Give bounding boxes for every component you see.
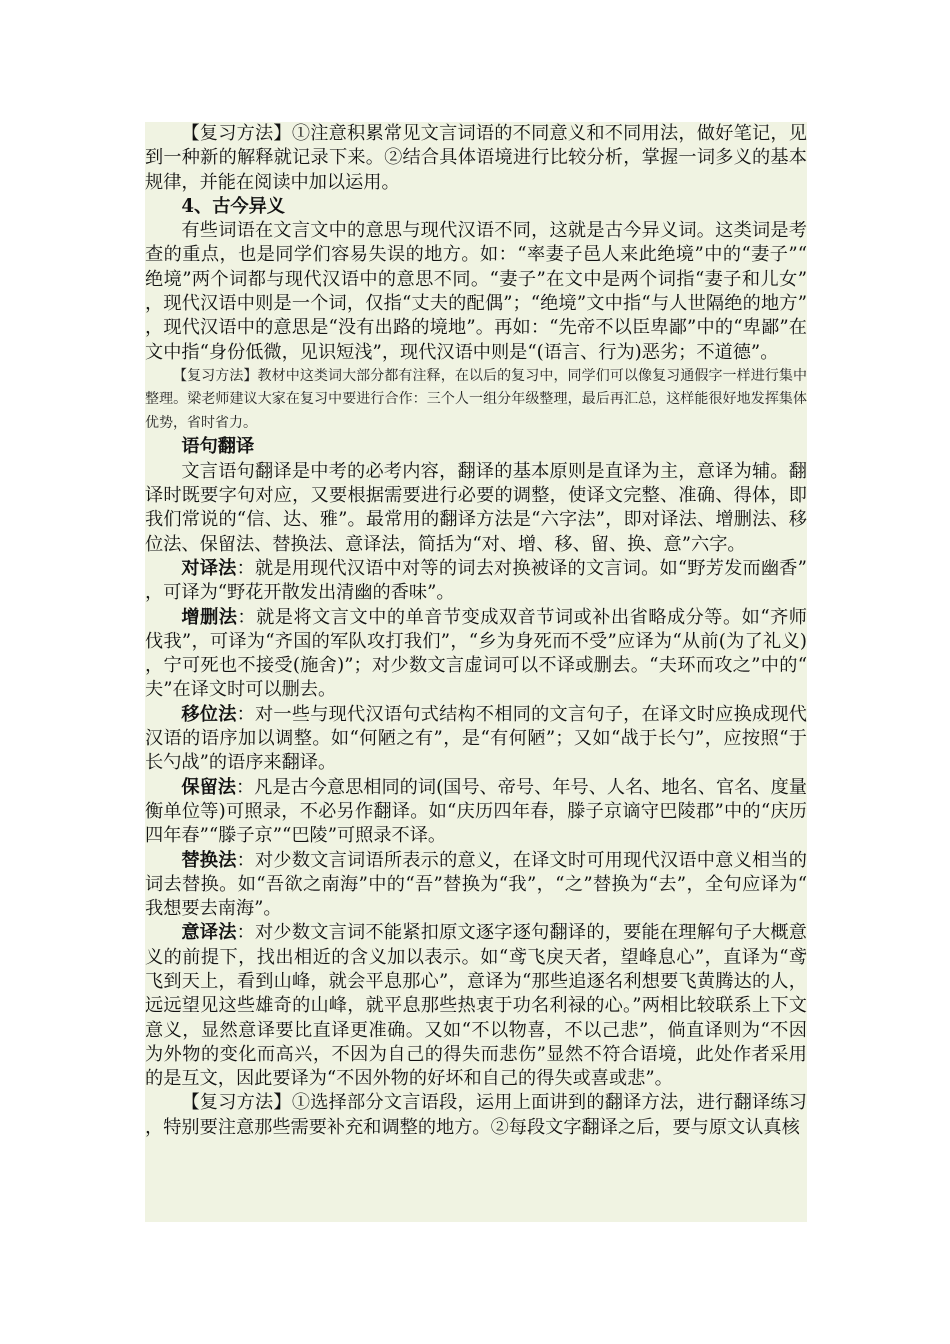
translation-intro-paragraph: 文言语句翻译是中考的必考内容，翻译的基本原则是直译为主，意译为辅。翻译时既要字句对应，又要根据需要进行必要的调整，使译文完整、准确、得体，即我们常说的“信、达、雅”。最常用的翻译方法是“六字法”，即对译法、增删法、移位法、保留法、替换法、意译法，简括为“对、增、移、留、换、意”六字。: [145, 460, 807, 555]
method-label: 意译法: [181, 922, 237, 944]
method-label: 对译法: [181, 557, 237, 579]
method-retain: [145, 776, 807, 849]
section-heading-ancient-modern-meaning: 4、古今异义: [181, 195, 285, 217]
method-label: 替换法: [181, 849, 237, 871]
method-text: ：就是用现代汉语中对等的词去对换被译的文言词。如“野芳发而幽香”，可译为“野花开散发出清幽的香味”。: [145, 557, 807, 604]
method-text: ：对一些与现代汉语句式结构不相同的文言句子，在译文时应换成现代汉语的语序加以调整。如“何陋之有”，是“有何陋”；又如“战于长勺”，应按照“于长勺战”的语序来翻译。: [145, 703, 807, 774]
review-method-paragraph-2: 【复习方法】教材中这类词大部分都有注释，在以后的复习中，同学们可以像复习通假字一样进行集中整理。梁老师建议大家在复习中要进行合作：三个人一组分年级整理，最后再汇总，这样能很好地发挥集体优势，省时省力。: [145, 367, 807, 431]
method-label: 增删法: [181, 606, 238, 628]
method-text: ：凡是古今意思相同的词(国号、帝号、年号、人名、地名、官名、度量衡单位等)可照录，不必另作翻译。如“庆历四年春，滕子京谪守巴陵郡”中的“庆历四年春”“滕子京”“巴陵”可照录不译。: [145, 776, 807, 847]
method-text: ：对少数文言词不能紧扣原文逐字逐句翻译的，要能在理解句子大概意义的前提下，找出相近的含义加以表示。如“鸢飞戾天者，望峰息心”，直译为“鸢飞到天上，看到山峰，就会平息那心”，意译为“那些追逐名利想要飞黄腾达的人，远远望见这些雄奇的山峰，就平息那些热衷于功名利禄的心。”两相比较联系上下文意义，显然意译要比直译更准确。又如“不以物喜，不以己悲”，倘直译则为“不因为外物的变化而高兴，不因为自己的得失而悲伤”显然不符合语境，此处作者采用的是互文，因此要译为“不因外物的好坏和自己的得失或喜或悲”。: [145, 922, 807, 1090]
ancient-modern-meaning-paragraph: 有些词语在文言文中的意思与现代汉语不同，这就是古今异义词。这类词是考查的重点，也是同学们容易失误的地方。如：“率妻子邑人来此绝境”中的“妻子”“绝境”两个词都与现代汉语中的意思不同。“妻子”在文中是两个词指“妻子和儿女”，现代汉语中则是一个词，仅指“丈夫的配偶”；“绝境”文中指“与人世隔绝的地方”，现代汉语中的意思是“没有出路的境地”。再如：“先帝不以臣卑鄙”中的“卑鄙”在文中指“身份低微，见识短浅”，现代汉语中则是“(语言、行为)恶劣；不道德”。: [145, 220, 807, 363]
method-label: 移位法: [181, 703, 237, 725]
review-method-paragraph-3: 【复习方法】①选择部分文言语段，运用上面讲到的翻译方法，进行翻译练习，特别要注意那些需要补充和调整的地方。②每段文字翻译之后，要与原文认真核: [145, 1092, 807, 1138]
section-heading-sentence-translation: 语句翻译: [181, 436, 255, 458]
review-method-paragraph-1: 【复习方法】①注意积累常见文言词语的不同意义和不同用法，做好笔记，见到一种新的解释就记录下来。②结合具体语境进行比较分析，掌握一词多义的基本规律，并能在阅读中加以运用。: [145, 123, 807, 193]
document-content: [145, 122, 807, 1222]
method-reorder: [145, 703, 807, 776]
method-free-translation: [145, 921, 807, 1091]
method-add-delete: [145, 606, 807, 703]
method-label: 保留法: [181, 776, 236, 798]
method-direct-translation: [145, 557, 807, 606]
method-replace: [145, 849, 807, 922]
method-text: ：对少数文言词语所表示的意义，在译文时可用现代汉语中意义相当的词去替换。如“吾欲之南海”中的“吾”替换为“我”，“之”替换为“去”，全句应译为“我想要去南海”。: [145, 849, 807, 920]
method-text: ：就是将文言文中的单音节变成双音节词或补出省略成分等。如“齐师伐我”，可译为“齐国的军队攻打我们”，“乡为身死而不受”应译为“从前(为了礼义)，宁可死也不接受(施舍)”；对少数文言虚词可以不译或删去。“夫环而攻之”中的“夫”在译文时可以删去。: [145, 606, 807, 701]
